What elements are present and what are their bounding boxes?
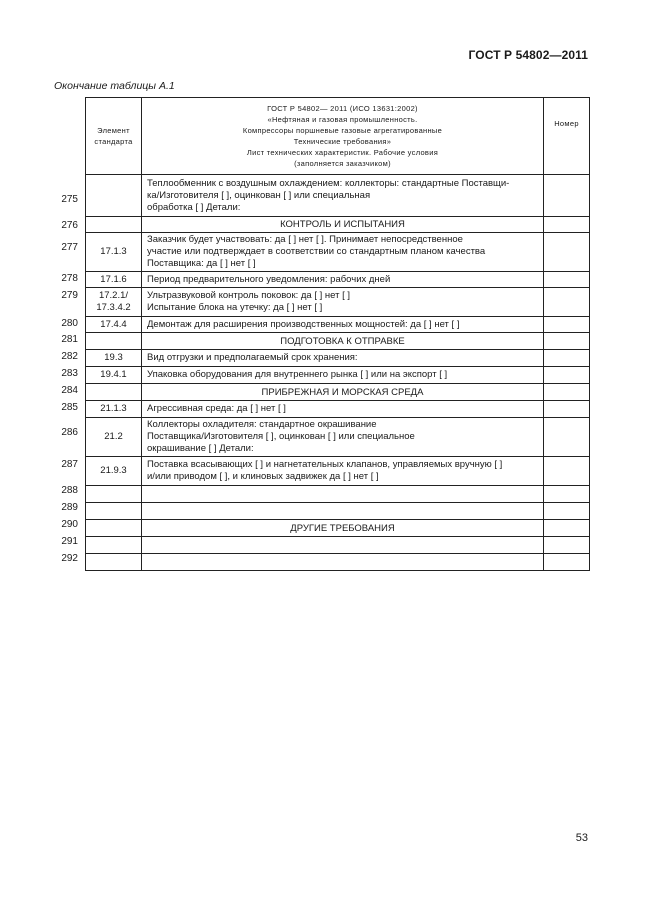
row-number-value-cell [544,350,590,367]
row-element-cell [86,333,142,350]
row-text-cell [142,401,544,418]
row-number-label: 283 [61,368,78,379]
row-element-cell: 17.1.6 [86,272,142,288]
row-number-value-cell [544,333,590,350]
header-element-line: стандарта [94,137,133,146]
row-text-cell [142,418,544,457]
table-caption: Окончание таблицы А.1 [54,80,175,92]
section-heading: ДРУГИЕ ТРЕБОВАНИЯ [290,522,395,534]
row-number-value-cell [544,233,590,272]
header-title-line: Лист технических характеристик. Рабочие условия [246,148,439,157]
row-number-label: 282 [61,351,78,362]
row-text-line: и/или приводом [ ], и клиновых задвижек да [ ] нет [ ] [147,471,379,482]
row-element-cell [86,217,142,233]
section-heading-cell [142,333,544,350]
table-header-row [86,98,590,175]
row-number-label: 289 [61,502,78,513]
section-heading: ПРИБРЕЖНАЯ И МОРСКАЯ СРЕДА [261,386,424,398]
table-row [86,233,590,272]
row-text-cell [142,350,544,367]
header-title-line: (заполняется заказчиком) [294,159,391,168]
row-number-label: 285 [61,402,78,413]
row-number-value-cell [544,554,590,571]
table-row [86,175,590,217]
table-row [86,288,590,317]
row-element-cell [86,554,142,571]
table-row [86,333,590,350]
header-element-cell [86,98,142,175]
row-element-cell: 17.2.1/ 17.3.4.2 [86,288,142,317]
table-row [86,217,590,233]
row-number-value-cell [544,217,590,233]
table-row [86,537,590,554]
table-row [86,457,590,486]
row-element-cell: 17.1.3 [86,233,142,272]
section-heading-cell [142,520,544,537]
page-number: 53 [575,832,588,844]
row-number-value-cell [544,272,590,288]
row-text-cell [142,233,544,272]
table-row [86,503,590,520]
row-text-line: Ультразвуковой контроль поковок: да [ ] нет [ ] [147,290,351,301]
section-heading: ПОДГОТОВКА К ОТПРАВКЕ [280,335,405,347]
row-text-line: ка/Изготовителя [ ], оцинкован [ ] или специальная [147,189,371,201]
section-heading-cell [142,217,544,233]
row-number-value-cell [544,503,590,520]
row-element-cell [86,537,142,554]
row-number-label: 288 [61,485,78,496]
row-element-cell: 19.4.1 [86,367,142,384]
row-text-cell [142,175,544,217]
header-title-line: Технические требования» [293,137,392,146]
table-row [86,384,590,401]
row-element-cell [86,175,142,217]
row-number-label: 278 [61,273,78,284]
row-number-value-cell [544,288,590,317]
row-number-label: 281 [61,334,78,345]
row-element-cell: 21.1.3 [86,401,142,418]
row-number-value-cell [544,457,590,486]
row-text-line: Заказчик будет участвовать: да [ ] нет [ ]. Принимает непосредственное [147,234,463,245]
table-row [86,486,590,503]
row-text-line: Коллекторы охладителя: стандартное окрашивание [147,419,377,430]
row-number-value-cell [544,367,590,384]
row-text-cell [142,367,544,384]
row-number-value-cell [544,317,590,333]
row-element-cell [86,486,142,503]
row-number-label: 279 [61,290,78,301]
table-row [86,554,590,571]
row-text-cell [142,317,544,333]
row-number-value-cell [544,418,590,457]
row-number-value-cell [544,384,590,401]
row-number-label: 290 [61,519,78,530]
row-text-line: обработка [ ] Детали: [147,201,241,213]
row-number-label: 286 [61,427,78,438]
row-text-cell [142,272,544,288]
row-element-cell [86,503,142,520]
row-number-value-cell [544,537,590,554]
row-text-cell [142,288,544,317]
table-row [86,418,590,457]
row-text-cell [142,537,544,554]
row-element-cell [86,384,142,401]
header-title-cell [142,98,544,175]
header-title-line: «Нефтяная и газовая промышленность. [267,115,418,124]
row-text-line: участие или подтверждает в соответствии со стандартным планом качества [147,246,486,257]
row-element-cell: 21.2 [86,418,142,457]
table-row [86,520,590,537]
row-element-cell: 19.3 [86,350,142,367]
row-number-value-cell [544,175,590,217]
row-number-label: 287 [61,459,78,470]
header-title-line: Компрессоры поршневые газовые агрегатированные [242,126,443,135]
row-text-line: Испытание блока на утечку: да [ ] нет [ ] [147,302,323,313]
row-number-label: 280 [61,318,78,329]
row-text-line: Период предварительного уведомления: рабочих дней [147,273,391,285]
spec-table [85,97,590,571]
row-text-cell [142,457,544,486]
row-number-label: 276 [61,220,78,231]
table-row [86,401,590,418]
row-element-cell: 17.4.4 [86,317,142,333]
table-row [86,317,590,333]
row-text-cell [142,486,544,503]
row-text-line: Поставка всасывающих [ ] и нагнетательных клапанов, управляемых вручную [ ] [147,459,503,470]
row-text-line: Теплообменник с воздушным охлаждением: коллекторы: стандартные Поставщи- [147,177,510,189]
row-number-value-cell [544,401,590,418]
table-row [86,272,590,288]
row-text-line: окрашивание [ ] Детали: [147,443,254,454]
row-text-cell [142,503,544,520]
header-number-cell: Номер [544,98,590,175]
section-heading-cell [142,384,544,401]
row-number-label: 275 [61,194,78,205]
row-element-cell: 21.9.3 [86,457,142,486]
row-text-line: Агрессивная среда: да [ ] нет [ ] [147,403,286,414]
row-text-line: Поставщика/Изготовителя [ ], оцинкован [ ] или специальное [147,431,415,442]
header-element-line: Элемент [97,126,130,135]
row-element-cell [86,520,142,537]
row-text-line: Упаковка оборудования для внутреннего рынка [ ] или на экспорт [ ] [147,369,448,380]
document-code: ГОСТ Р 54802—2011 [468,48,588,62]
row-text-line: Демонтаж для расширения производственных мощностей: да [ ] нет [ ] [147,318,460,330]
row-number-label: 284 [61,385,78,396]
row-text-cell [142,554,544,571]
row-number-label: 277 [61,242,78,253]
row-text-line: Вид отгрузки и предполагаемый срок хранения: [147,352,358,363]
header-title-line: ГОСТ Р 54802— 2011 (ИСО 13631:2002) [267,104,418,113]
row-text-line: Поставщика: да [ ] нет [ ] [147,258,256,269]
section-heading: КОНТРОЛЬ И ИСПЫТАНИЯ [280,219,405,230]
row-number-label: 291 [61,536,78,547]
row-number-value-cell [544,520,590,537]
table-row [86,367,590,384]
row-number-label: 292 [61,553,78,564]
table-row [86,350,590,367]
row-number-value-cell [544,486,590,503]
